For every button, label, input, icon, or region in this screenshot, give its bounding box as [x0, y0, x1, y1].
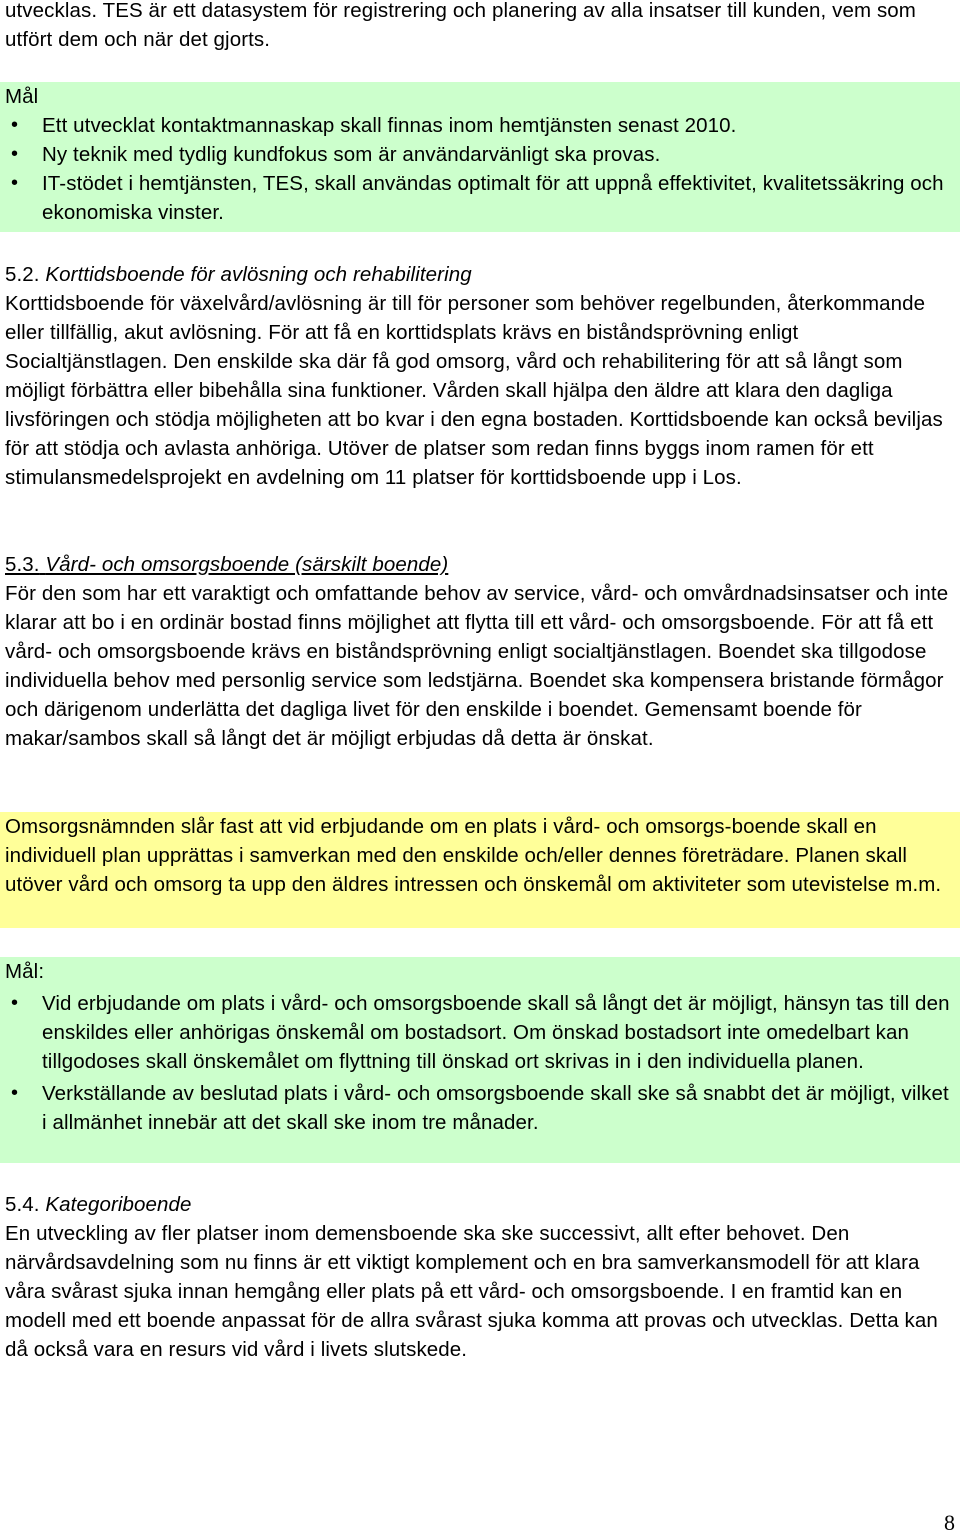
- intro-paragraph: utvecklas. TES är ett datasystem för registrering och planering av alla insatser till kunden, vem som utfört dem och när det gjorts.: [5, 0, 916, 51]
- section-5-2: [0, 260, 960, 492]
- section-body: Korttidsboende för växelvård/avlösning är till för personer som behöver regelbunden, återkommande eller tillfällig, akut avlösning. För att få en korttidsplats krävs en biståndsprövning enligt Socialtjänstlagen. Den enskilde ska där få god omsorg, vård och rehabilitering för att så långt som möjligt förbättra eller bibehålla sina funktioner. Vården skall hjälpa den äldre att klara den dagliga livsföringen och stödja möjligheten att bo kvar i den egna bostaden. Korttidsboende kan också beviljas för att stödja och avlasta anhöriga. Utöver de platser som redan finns byggs inom ramen för ett stimulansmedelsprojekt en avdelning om 11 platser för korttidsboende upp i Los.: [5, 292, 943, 489]
- goal-heading: Mål: [5, 85, 39, 108]
- list-item: • Ny teknik med tydlig kundfokus som är användarvänligt ska provas.: [5, 140, 956, 169]
- section-heading: 5.3. Vård- och omsorgsboende (särskilt boende): [5, 553, 449, 576]
- page-number: 8: [944, 1510, 955, 1535]
- list-item: • IT-stödet i hemtjänsten, TES, skall användas optimalt för att uppnå effektivitet, kvalitetssäkring och ekonomiska vinster.: [5, 169, 956, 227]
- section-heading: 5.2. Korttidsboende för avlösning och rehabilitering: [5, 263, 472, 286]
- goal-box-hemtjanst: [0, 82, 960, 232]
- bullet-icon: •: [11, 1082, 19, 1104]
- section-body: För den som har ett varaktigt och omfattande behov av service, vård- och omvårdnadsinsatser och inte klarar att bo i en ordinär bostad finns möjlighet att flytta till ett vård- och omsorgsboende. För att få ett vård- och omsorgsboende krävs en biståndsprövning enligt socialtjänstlagen. Boendet ska tillgodose individuella behov med personlig service som ledstjärna. Boendet ska kompensera bristande förmågor och därigenom underlätta det dagliga livet för den enskilde i boendet. Gemensamt boende för makar/sambos skall så långt det är möjligt erbjudas då detta är önskat.: [5, 582, 949, 750]
- bullet-icon: •: [11, 992, 19, 1014]
- highlight-box: Omsorgsnämnden slår fast att vid erbjudande om en plats i vård- och omsorgs-boende skall en individuell plan upprättas i samverkan med den enskilde och/eller dennes företrädare. Planen skall utöver vård och omsorg ta upp den äldres intressen och önskemål om aktiviteter som utevistelse m.m.: [0, 812, 960, 928]
- goal-heading: Mål:: [5, 960, 45, 983]
- bullet-icon: •: [11, 114, 19, 136]
- list-item: • Verkställande av beslutad plats i vård- och omsorgsboende skall ske så snabbt det är möjligt, vilket i allmänhet innebär att det skall ske inom tre månader.: [5, 1079, 956, 1137]
- bullet-icon: •: [11, 143, 19, 165]
- goal-box-boende: [0, 957, 960, 1163]
- section-5-3: [0, 550, 960, 753]
- list-item: • Vid erbjudande om plats i vård- och omsorgsboende skall så långt det är möjligt, hänsyn tas till den enskildes eller anhörigas önskemål om bostadsort. Om önskad bostadsort inte omedelbart kan tillgodoses skall önskemålet om flyttning till önskad ort skrivas in i den individuella planen.: [5, 989, 956, 1076]
- list-item: • Ett utvecklat kontaktmannaskap skall finnas inom hemtjänsten senast 2010.: [5, 111, 956, 140]
- section-heading: 5.4. Kategoriboende: [5, 1193, 192, 1216]
- section-5-4: [0, 1190, 960, 1364]
- section-body: En utveckling av fler platser inom demensboende ska ske successivt, allt efter behovet. Den närvårdsavdelning som nu finns är ett viktigt komplement och en bra samverkansmodell för att klara våra svårast sjuka innan hemgång eller plats på ett vård- och omsorgsboende. I en framtid kan en modell med ett boende anpassat för de allra svårast sjuka komma att provas och utvecklas. Detta kan då också vara en resurs vid vård i livets slutskede.: [5, 1222, 938, 1361]
- bullet-icon: •: [11, 172, 19, 194]
